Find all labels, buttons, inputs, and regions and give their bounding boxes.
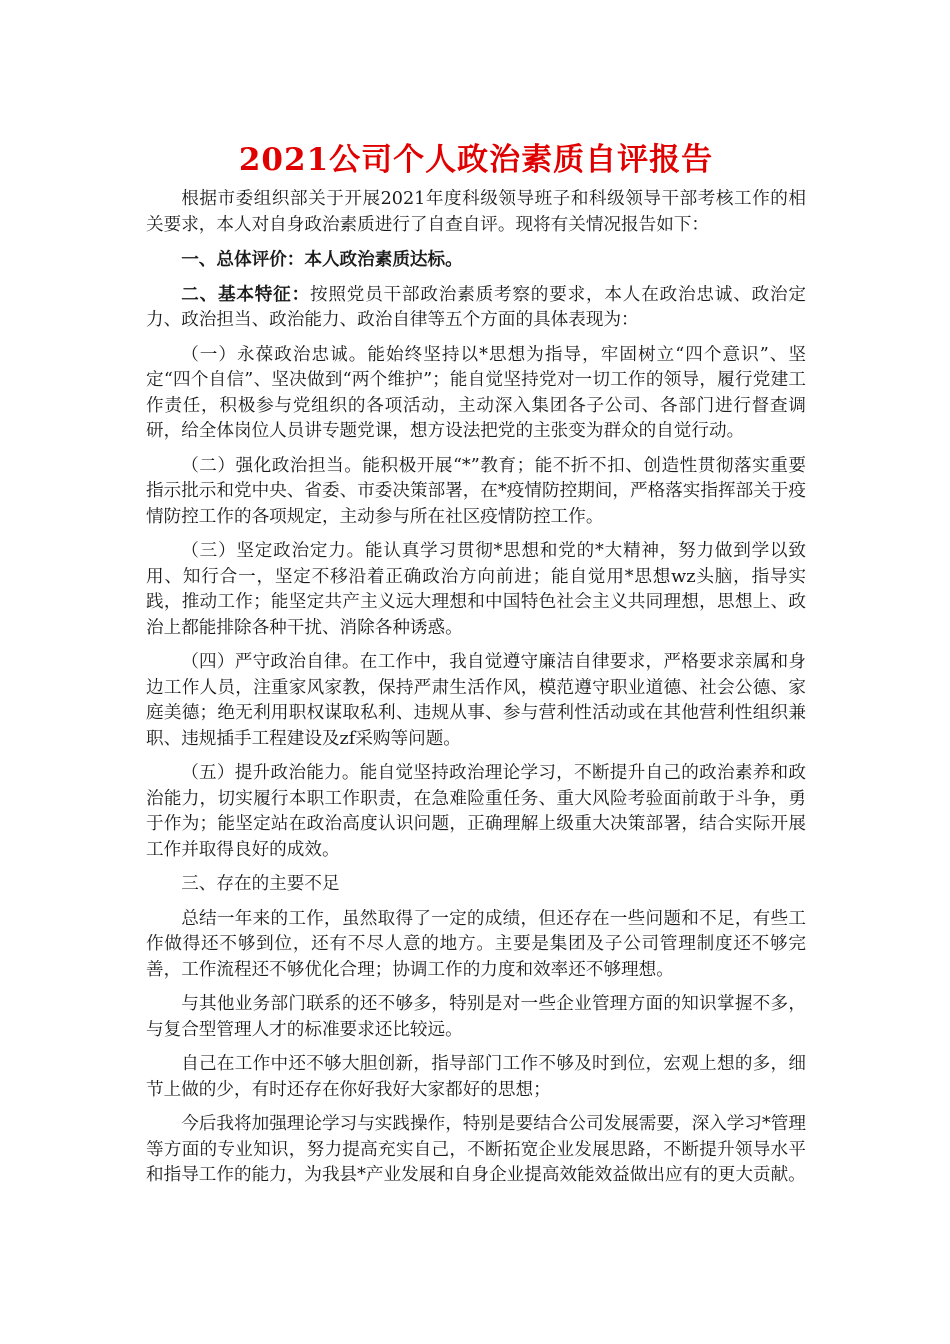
item2-paragraph: （二）强化政治担当。能积极开展“*”教育；能不折不扣、创造性贯彻落实重要指示批示和党中央、省委、市委决策部署，在*疫情防控期间，严格落实指挥部关于疫情防控工作的各项规定，主动参与所在社区疫情防控工作。 bbox=[146, 455, 806, 527]
future-plan-paragraph: 今后我将加强理论学习与实践操作，特别是要结合公司发展需要，深入学习*管理等方面的专业知识，努力提高充实自己，不断拓宽企业发展思路，不断提升领导水平和指导工作的能力，为我县*产业发展和自身企业提高效能效益做出应有的更大贡献。 bbox=[146, 1114, 806, 1185]
shortcoming-paragraph-1: 总结一年来的工作，虽然取得了一定的成绩，但还存在一些问题和不足，有些工作做得还不够到位，还有不尽人意的地方。主要是集团及子公司管理制度还不够完善，工作流程还不够优化合理；协调工作的力度和效率还不够理想。 bbox=[146, 908, 806, 980]
item3-paragraph: （三）坚定政治定力。能认真学习贯彻*思想和党的*大精神，努力做到学以致用、知行合一，坚定不移沿着正确政治方向前进；能自觉用*思想wz头脑，指导实践，推动工作；能坚定共产主义远大理想和中国特色社会主义共同理想，思想上、政治上都能排除各种干扰、消除各种诱惑。 bbox=[146, 541, 806, 638]
section2-lead: 二、基本特征： bbox=[181, 283, 310, 305]
item4-paragraph: （四）严守政治自律。在工作中，我自觉遵守廉洁自律要求，严格要求亲属和身边工作人员，注重家风家教，保持严肃生活作风，模范遵守职业道德、社会公德、家庭美德；绝无利用职权谋取私利、违规从事、参与营利性活动或在其他营利性组织兼职、违规插手工程建设及zf采购等问题。 bbox=[146, 652, 806, 749]
section3-heading: 三、存在的主要不足 bbox=[181, 874, 340, 894]
section2-text: 按照党员干部政治素质考察的要求，本人在政治忠诚、政治定力、政治担当、政治能力、政治自律等五个方面的具体表现为： bbox=[146, 284, 806, 330]
section2-paragraph bbox=[146, 282, 806, 334]
section1-heading: 一、总体评价：本人政治素质达标。 bbox=[181, 249, 463, 270]
document-body bbox=[146, 187, 806, 1198]
intro-paragraph: 根据市委组织部关于开展2021年度科级领导班子和科级领导干部考核工作的相关要求，本人对自身政治素质进行了自查自评。现将有关情况报告如下： bbox=[146, 189, 806, 235]
document-title: 2021公司个人政治素质自评报告 bbox=[238, 142, 714, 178]
shortcoming-paragraph-2: 与其他业务部门联系的还不够多，特别是对一些企业管理方面的知识掌握不多，与复合型管理人才的标准要求还比较远。 bbox=[146, 994, 806, 1040]
item5-paragraph: （五）提升政治能力。能自觉坚持政治理论学习，不断提升自己的政治素养和政治能力，切实履行本职工作职责，在急难险重任务、重大风险考验面前敢于斗争，勇于作为；能坚定站在政治高度认识问题，正确理解上级重大决策部署，结合实际开展工作并取得良好的成效。 bbox=[146, 763, 806, 860]
item1-paragraph: （一）永葆政治忠诚。能始终坚持以*思想为指导，牢固树立“四个意识”、坚定“四个自信”、坚决做到“两个维护”；能自觉坚持党对一切工作的领导，履行党建工作责任，积极参与党组织的各项活动，主动深入集团各子公司、各部门进行督查调研，给全体岗位人员讲专题党课，想方设法把党的主张变为群众的自觉行动。 bbox=[146, 344, 806, 441]
shortcoming-paragraph-3: 自己在工作中还不够大胆创新，指导部门工作不够及时到位，宏观上想的多，细节上做的少，有时还存在你好我好大家都好的思想； bbox=[146, 1054, 806, 1100]
